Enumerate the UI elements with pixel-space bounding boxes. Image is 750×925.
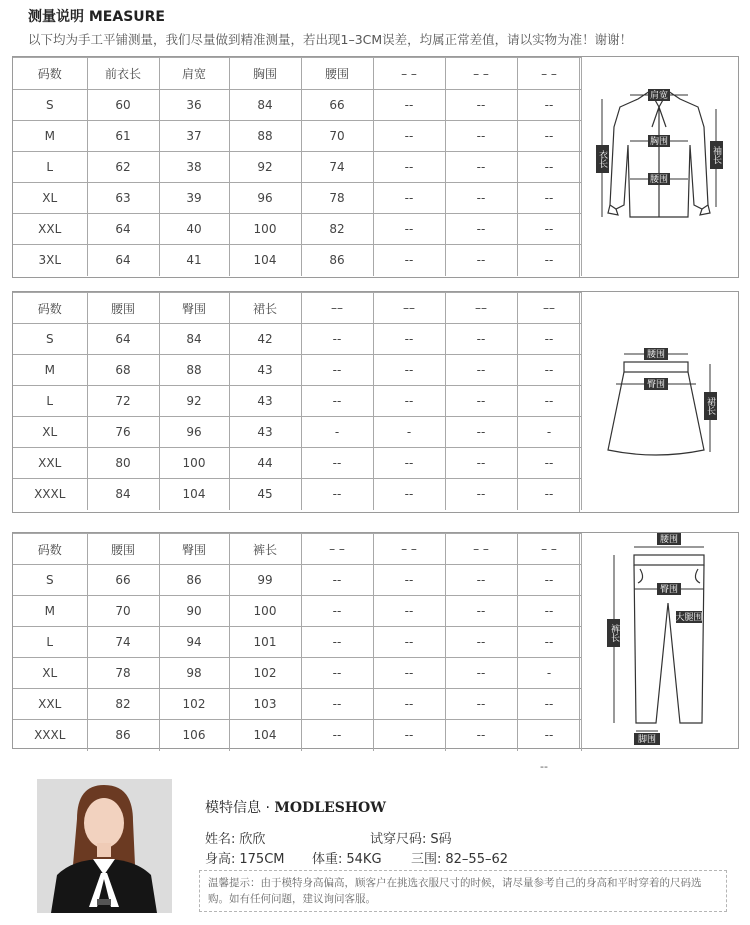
value-cell: 38 [159, 152, 229, 183]
value-cell: -- [301, 596, 373, 627]
value-cell: 104 [229, 245, 301, 276]
value-cell: 43 [229, 355, 301, 386]
header-cell: – – [517, 534, 581, 565]
header-cell: 胸围 [229, 58, 301, 90]
header-cell: –– [373, 293, 445, 324]
value-cell: -- [445, 596, 517, 627]
size-cell: XL [13, 417, 87, 448]
skirt-size-chart [12, 291, 739, 513]
table-row [13, 152, 581, 183]
value-cell: 86 [301, 245, 373, 276]
value-cell: -- [445, 386, 517, 417]
header-cell: 码数 [13, 534, 87, 565]
value-cell: 78 [301, 183, 373, 214]
value-cell: -- [445, 627, 517, 658]
value-cell: -- [517, 596, 581, 627]
value-cell: 88 [229, 121, 301, 152]
value-cell: 82 [301, 214, 373, 245]
value-cell: 44 [229, 448, 301, 479]
skirt-size-table [13, 292, 582, 510]
value-cell: -- [517, 183, 581, 214]
value-cell: -- [373, 720, 445, 751]
value-cell: 92 [229, 152, 301, 183]
value-cell: 100 [229, 596, 301, 627]
value-cell: -- [517, 90, 581, 121]
table-row [13, 214, 581, 245]
pants-icon [580, 533, 738, 748]
value-cell: 70 [301, 121, 373, 152]
value-cell: 74 [87, 627, 159, 658]
page-title: 测量说明 MEASURE [28, 9, 165, 25]
value-cell: 64 [87, 324, 159, 355]
value-cell: 45 [229, 479, 301, 510]
pants-hem-label: 脚围 [637, 735, 657, 745]
value-cell: 86 [87, 720, 159, 751]
value-cell: 90 [159, 596, 229, 627]
size-cell: S [13, 565, 87, 596]
skirt-length-label: 裙长 [705, 397, 715, 415]
table-row [13, 417, 581, 448]
value-cell: 41 [159, 245, 229, 276]
pants-waist-label: 腰围 [659, 535, 679, 545]
measurement-note: 以下均为手工平铺测量，我们尽量做到精准测量，若出现1–3CM误差，均属正常差值，请以实物为准！谢谢！ [28, 32, 633, 47]
model-photo [37, 779, 172, 913]
size-cell: M [13, 121, 87, 152]
blouse-figure [579, 57, 738, 277]
table-row [13, 183, 581, 214]
pants-figure [579, 533, 738, 748]
value-cell: -- [517, 152, 581, 183]
table-row [13, 245, 581, 276]
value-cell: 106 [159, 720, 229, 751]
model-measurements: 三围: 82–55–62 [411, 852, 509, 867]
value-cell: 80 [87, 448, 159, 479]
value-cell: 74 [301, 152, 373, 183]
size-cell: XXXL [13, 479, 87, 510]
value-cell: -- [373, 152, 445, 183]
value-cell: -- [373, 448, 445, 479]
size-cell: XXL [13, 689, 87, 720]
header-cell: 裤长 [229, 534, 301, 565]
value-cell: 102 [229, 658, 301, 689]
value-cell: -- [445, 214, 517, 245]
value-cell: 92 [159, 386, 229, 417]
size-cell: L [13, 386, 87, 417]
value-cell: -- [445, 720, 517, 751]
table-header-row [13, 534, 581, 565]
value-cell: -- [373, 627, 445, 658]
waist-label: 腰围 [649, 175, 669, 185]
value-cell: -- [373, 386, 445, 417]
value-cell: 104 [229, 720, 301, 751]
table-row [13, 658, 581, 689]
value-cell: 82 [87, 689, 159, 720]
length-label: 衣长 [597, 150, 607, 168]
value-cell: 37 [159, 121, 229, 152]
header-cell: – – [445, 534, 517, 565]
value-cell: 63 [87, 183, 159, 214]
value-cell: -- [301, 386, 373, 417]
skirt-hip-label: 臀围 [646, 380, 666, 390]
table-row [13, 596, 581, 627]
value-cell: -- [373, 214, 445, 245]
header-cell: – – [301, 534, 373, 565]
value-cell: 64 [87, 245, 159, 276]
value-cell: -- [445, 183, 517, 214]
value-cell: -- [517, 627, 581, 658]
value-cell: 42 [229, 324, 301, 355]
header-cell: – – [517, 58, 581, 90]
table-row [13, 448, 581, 479]
table-row [13, 627, 581, 658]
value-cell: -- [445, 448, 517, 479]
value-cell: 61 [87, 121, 159, 152]
value-cell: -- [517, 324, 581, 355]
model-info-title-cn: 模特信息 · [205, 800, 275, 816]
value-cell: 78 [87, 658, 159, 689]
value-cell: 84 [87, 479, 159, 510]
value-cell: -- [517, 479, 581, 510]
size-cell: XXL [13, 448, 87, 479]
header-cell: – – [373, 534, 445, 565]
size-cell: XXXL [13, 720, 87, 751]
value-cell: -- [445, 245, 517, 276]
value-cell: -- [445, 324, 517, 355]
table-row [13, 689, 581, 720]
header-cell: –– [301, 293, 373, 324]
value-cell: 98 [159, 658, 229, 689]
table-row [13, 355, 581, 386]
value-cell: -- [445, 689, 517, 720]
value-cell: 62 [87, 152, 159, 183]
table-header-row [13, 58, 581, 90]
table-row [13, 720, 581, 751]
value-cell: -- [373, 689, 445, 720]
value-cell: 103 [229, 689, 301, 720]
value-cell: 43 [229, 417, 301, 448]
tops-size-table [13, 57, 582, 276]
value-cell: -- [373, 355, 445, 386]
value-cell: -- [301, 720, 373, 751]
size-cell: 3XL [13, 245, 87, 276]
value-cell: 70 [87, 596, 159, 627]
value-cell: -- [373, 658, 445, 689]
value-cell: -- [445, 152, 517, 183]
table-row [13, 121, 581, 152]
value-cell: 96 [159, 417, 229, 448]
value-cell: 66 [301, 90, 373, 121]
value-cell: 94 [159, 627, 229, 658]
header-cell: 裙长 [229, 293, 301, 324]
value-cell: -- [517, 689, 581, 720]
size-cell: S [13, 324, 87, 355]
value-cell: 39 [159, 183, 229, 214]
header-cell: – – [445, 58, 517, 90]
value-cell: -- [517, 355, 581, 386]
size-cell: L [13, 152, 87, 183]
shoulder-label: 肩宽 [649, 91, 669, 101]
value-cell: -- [301, 355, 373, 386]
value-cell: -- [301, 324, 373, 355]
skirt-waist-label: 腰围 [646, 350, 666, 360]
pants-thigh-label: 大腿围 [675, 613, 703, 623]
model-height: 身高: 175CM [205, 852, 285, 867]
value-cell: -- [445, 417, 517, 448]
value-cell: - [373, 417, 445, 448]
value-cell: 102 [159, 689, 229, 720]
value-cell: -- [517, 245, 581, 276]
size-cell: S [13, 90, 87, 121]
header-cell: 腰围 [87, 293, 159, 324]
value-cell: - [517, 417, 581, 448]
chest-label: 胸围 [649, 137, 669, 147]
value-cell: -- [373, 565, 445, 596]
value-cell: 64 [87, 214, 159, 245]
value-cell: 101 [229, 627, 301, 658]
header-cell: –– [517, 293, 581, 324]
table-row [13, 324, 581, 355]
value-cell: -- [517, 121, 581, 152]
value-cell: 104 [159, 479, 229, 510]
value-cell: 68 [87, 355, 159, 386]
value-cell: 40 [159, 214, 229, 245]
header-cell: 肩宽 [159, 58, 229, 90]
value-cell: -- [373, 596, 445, 627]
value-cell: 86 [159, 565, 229, 596]
size-cell: L [13, 627, 87, 658]
header-cell: 臀围 [159, 534, 229, 565]
value-cell: -- [445, 355, 517, 386]
size-cell: M [13, 355, 87, 386]
value-cell: 84 [159, 324, 229, 355]
value-cell: -- [445, 90, 517, 121]
value-cell: -- [373, 324, 445, 355]
sleeve-label: 袖长 [711, 146, 721, 164]
value-cell: -- [373, 183, 445, 214]
tops-size-chart [12, 56, 739, 278]
value-cell: -- [445, 658, 517, 689]
value-cell: - [301, 417, 373, 448]
size-cell: XXL [13, 214, 87, 245]
model-info-title [205, 797, 386, 817]
value-cell: -- [373, 245, 445, 276]
value-cell: -- [301, 479, 373, 510]
value-cell: 76 [87, 417, 159, 448]
value-cell: -- [445, 565, 517, 596]
pants-size-chart [12, 532, 739, 749]
model-try-size: 试穿尺码: S码 [370, 832, 452, 847]
value-cell: -- [301, 627, 373, 658]
pants-size-table [13, 533, 582, 751]
value-cell: 88 [159, 355, 229, 386]
value-cell: 43 [229, 386, 301, 417]
value-cell: 60 [87, 90, 159, 121]
value-cell: -- [445, 121, 517, 152]
model-name: 姓名: 欣欣 [205, 832, 266, 847]
value-cell: -- [517, 386, 581, 417]
value-cell: - [517, 658, 581, 689]
size-cell: XL [13, 183, 87, 214]
size-tip: 温馨提示：由于模特身高偏高，顾客户在挑选衣服尺寸的时候，请尽量参考自己的身高和平时穿着的尺码选购。如有任何问题，建议询问客服。 [199, 870, 727, 912]
value-cell: -- [301, 565, 373, 596]
header-cell: – – [373, 58, 445, 90]
table-header-row [13, 293, 581, 324]
value-cell: 66 [87, 565, 159, 596]
pants-length-label: 裤长 [609, 624, 619, 642]
value-cell: 36 [159, 90, 229, 121]
size-cell: XL [13, 658, 87, 689]
value-cell: 84 [229, 90, 301, 121]
value-cell: -- [517, 214, 581, 245]
value-cell: -- [517, 448, 581, 479]
header-cell: 前衣长 [87, 58, 159, 90]
value-cell: -- [301, 689, 373, 720]
value-cell: -- [517, 720, 581, 751]
value-cell: -- [373, 479, 445, 510]
header-cell: –– [445, 293, 517, 324]
stray-mark: -- [540, 760, 548, 773]
value-cell: 72 [87, 386, 159, 417]
header-cell: 腰围 [87, 534, 159, 565]
header-cell: 腰围 [301, 58, 373, 90]
skirt-icon [580, 292, 738, 512]
model-info-title-en: MODLESHOW [274, 800, 386, 816]
value-cell: -- [301, 658, 373, 689]
skirt-figure [579, 292, 738, 512]
value-cell: -- [301, 448, 373, 479]
blouse-icon [580, 57, 738, 277]
value-cell: 100 [159, 448, 229, 479]
table-row [13, 565, 581, 596]
header-cell: 码数 [13, 293, 87, 324]
value-cell: -- [373, 121, 445, 152]
header-cell: 码数 [13, 58, 87, 90]
table-row [13, 90, 581, 121]
value-cell: -- [517, 565, 581, 596]
value-cell: 96 [229, 183, 301, 214]
model-weight: 体重: 54KG [312, 852, 382, 867]
value-cell: 100 [229, 214, 301, 245]
header-cell: 臀围 [159, 293, 229, 324]
value-cell: -- [373, 90, 445, 121]
pants-hip-label: 臀围 [659, 585, 679, 595]
value-cell: -- [445, 479, 517, 510]
table-row [13, 479, 581, 510]
size-cell: M [13, 596, 87, 627]
table-row [13, 386, 581, 417]
value-cell: 99 [229, 565, 301, 596]
